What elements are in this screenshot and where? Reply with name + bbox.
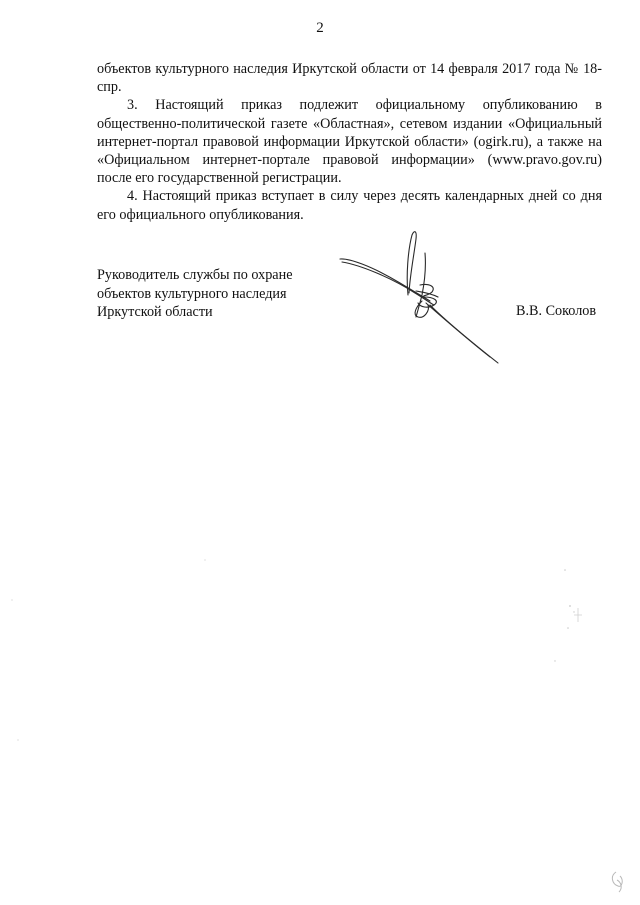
position-line: объектов культурного наследия bbox=[97, 285, 287, 302]
paragraph-effective-date: 4. Настоящий приказ вступает в силу через десять календарных дней со дня его официального опубликования. bbox=[97, 188, 602, 223]
paragraph-continuation: объектов культурного наследия Иркутской области от 14 февраля 2017 года № 18-спр. bbox=[97, 61, 602, 96]
handwritten-signature bbox=[330, 225, 510, 370]
signer-name: В.В. Соколов bbox=[516, 303, 597, 319]
signatory-position bbox=[97, 266, 293, 322]
paragraph-publication: 3. Настоящий приказ подлежит официальному опубликованию в общественно-политической газете «Областная», сетевом издании «Официальный интернет-портал правовой информации Иркутской области» (ogirk.ru), а также на «Официальном интернет-портале правовой информации» (www.pravo.gov.ru) после его государственной регистрации. bbox=[97, 97, 602, 187]
position-line: Руководитель службы по охране bbox=[97, 267, 293, 283]
document-body bbox=[97, 60, 602, 224]
position-line: Иркутской области bbox=[97, 304, 213, 320]
page-number: 2 bbox=[316, 20, 324, 36]
